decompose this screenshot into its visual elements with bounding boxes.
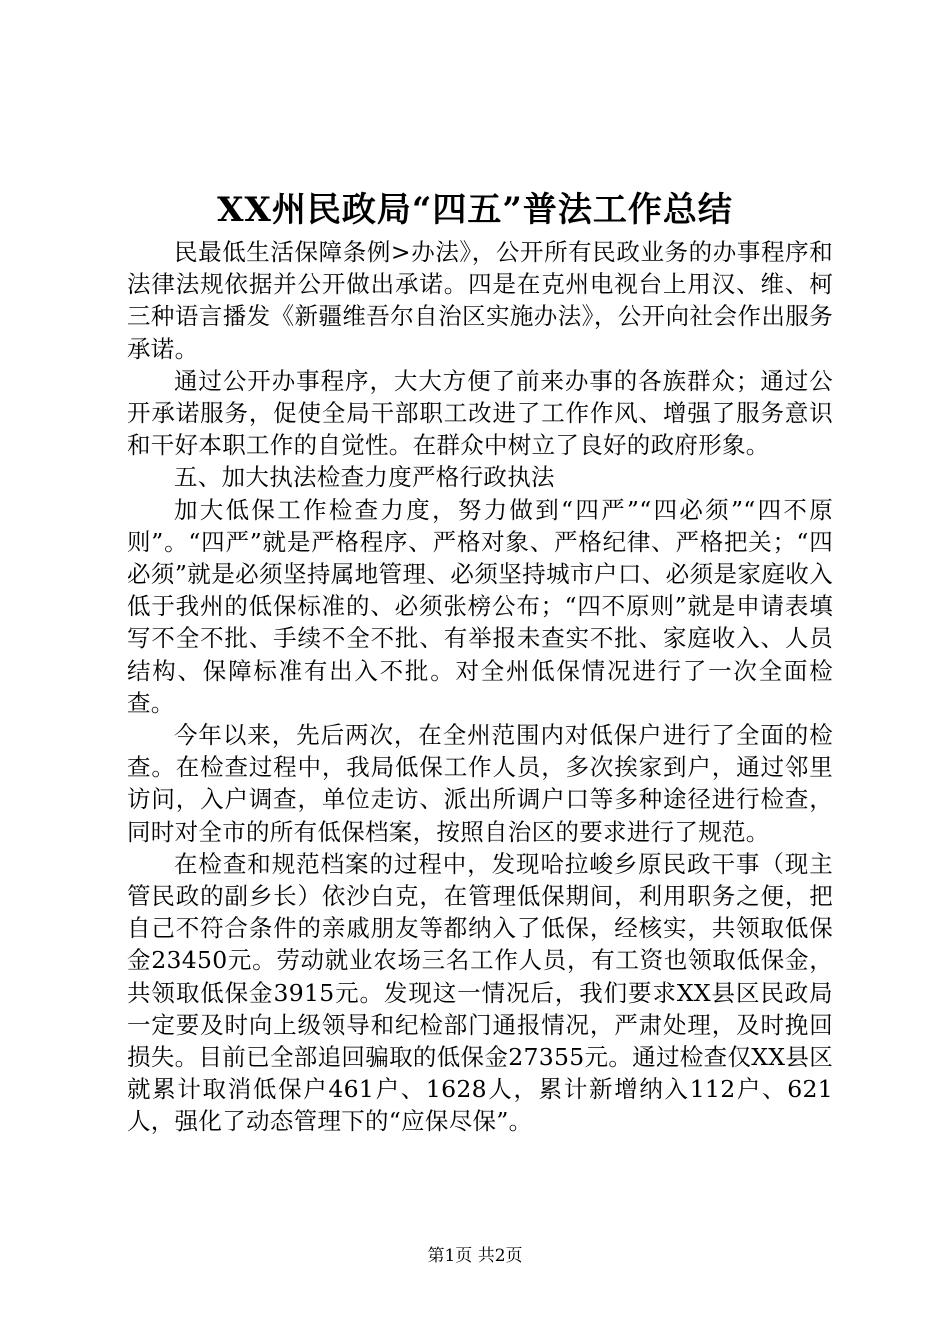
paragraph: 民最低生活保障条例>办法》，公开所有民政业务的办事程序和法律法规依据并公开做出承诺。四是在克州电视台上用汉、维、柯三种语言播发《新疆维吾尔自治区实施办法》，公开向社会作出服务承诺。 xyxy=(127,238,833,363)
document-body xyxy=(127,236,833,1138)
paragraph: 加大低保工作检查力度，努力做到“四严”“四必须”“四不原则”。“四严”就是严格程序、严格对象、严格纪律、严格把关；“四必须”就是必须坚持属地管理、必须坚持城市户口、必须是家庭收入低于我州的低保标准的、必须张榜公布；“四不原则”就是申请表填写不全不批、手续不全不批、有举报未查实不批、家庭收入、人员结构、保障标准有出入不批。对全州低保情况进行了一次全面检查。 xyxy=(127,495,833,717)
paragraph: 通过公开办事程序，大大方便了前来办事的各族群众；通过公开承诺服务，促使全局干部职工改进了工作作风、增强了服务意识和干好本职工作的自觉性。在群众中树立了良好的政府形象。 xyxy=(127,366,833,460)
paragraph: 今年以来，先后两次，在全州范围内对低保户进行了全面的检查。在检查过程中，我局低保工作人员，多次挨家到户，通过邻里访问，入户调查，单位走访、派出所调户口等多种途径进行检查，同时对全市的所有低保档案，按照自治区的要求进行了规范。 xyxy=(127,721,833,846)
section-heading: 五、加大执法检查力度严格行政执法 xyxy=(174,463,555,492)
document-title: XX州民政局“四五”普法工作总结 xyxy=(217,190,733,230)
paragraph: 在检查和规范档案的过程中，发现哈拉峻乡原民政干事（现主管民政的副乡长）依沙白克，在管理低保期间，利用职务之便，把自己不符合条件的亲戚朋友等都纳入了低保，经核实，共领取低保金23450元。劳动就业农场三名工作人员，有工资也领取低保金，共领取低保金3915元。发现这一情况后，我们要求XX县区民政局一定要及时向上级领导和纪检部门通报情况，严肃处理，及时挽回损失。目前已全部追回骗取的低保金27355元。通过检查仅XX县区就累计取消低保户461户、1628人，累计新增纳入112户、621人，强化了动态管理下的“应保尽保”。 xyxy=(127,849,833,1136)
page-footer: 第1页 共2页 xyxy=(427,1246,523,1266)
